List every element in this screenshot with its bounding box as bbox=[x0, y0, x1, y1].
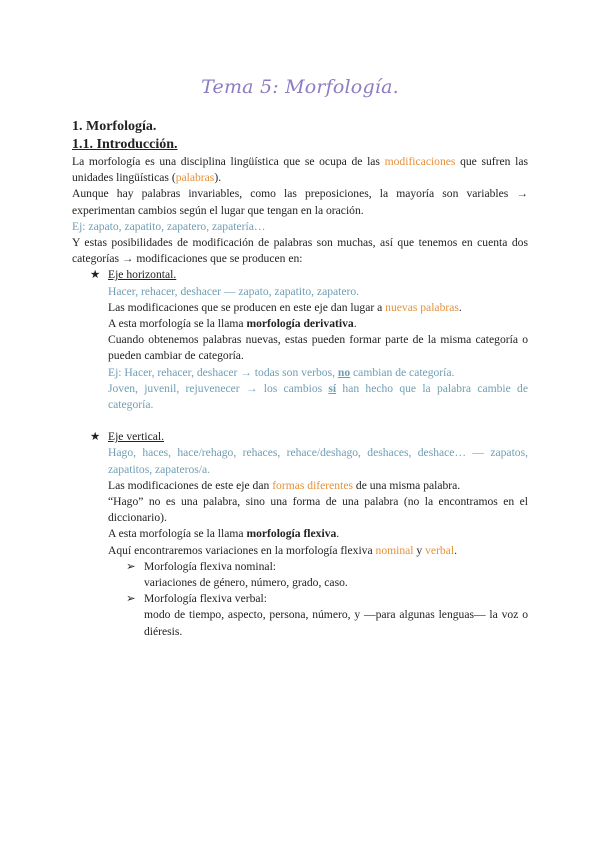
vertical-line-2 bbox=[72, 478, 528, 494]
horizontal-example-1: Hacer, rehacer, deshacer — zapato, zapatito, zapatero. bbox=[108, 284, 360, 298]
intro-paragraph-3: Y estas posibilidades de modificación de palabras son muchas, así que tenemos en cuenta dos categorías → modificaciones que se producen en: bbox=[72, 236, 528, 266]
text: Joven, juvenil, rejuvenecer → los cambios bbox=[108, 381, 329, 395]
nominal-body: variaciones de género, número, grado, caso. bbox=[144, 576, 348, 590]
text: Las modificaciones que se producen en este eje dan lugar a bbox=[108, 300, 386, 314]
text: ). bbox=[214, 171, 222, 185]
intro-paragraph-1 bbox=[72, 154, 528, 186]
vertical-line-4 bbox=[72, 526, 528, 542]
bold-term: morfología derivativa bbox=[246, 317, 354, 331]
intro-paragraph-2: Aunque hay palabras invariables, como las preposiciones, la mayoría son variables → experimentan cambios según el lugar que tengan en la oración. bbox=[72, 187, 528, 217]
highlight: palabras bbox=[175, 171, 215, 185]
highlight: formas diferentes bbox=[272, 478, 353, 492]
verbal-body: modo de tiempo, aspecto, persona, número, y —para algunas lenguas— la voz o diéresis. bbox=[144, 608, 528, 638]
vertical-example-1: Hago, haces, hace/rehago, rehaces, rehace/deshago, deshaces, deshace… — zapatos, zapatitos, zapateros/a. bbox=[108, 446, 528, 476]
vertical-axis-item bbox=[72, 429, 528, 445]
horizontal-example-2 bbox=[72, 365, 528, 381]
highlight: nominal bbox=[375, 543, 414, 557]
text: cambian de categoría. bbox=[350, 365, 455, 379]
text: Ej: Hacer, rehacer, deshacer → todas son verbos, bbox=[108, 365, 338, 379]
arrow-bullet-icon: ➢ bbox=[126, 559, 136, 573]
nominal-subitem bbox=[72, 559, 528, 575]
text: han hecho que la palabra cambie de categoría. bbox=[108, 381, 528, 412]
subsection-heading: 1.1. Introducción. bbox=[72, 137, 178, 152]
page-title: Tema 5: Morfología. bbox=[201, 76, 399, 98]
document-body bbox=[72, 118, 528, 640]
text: Aquí encontraremos variaciones en la morfología flexiva bbox=[108, 543, 376, 557]
text: que sufren las unidades lingüísticas ( bbox=[72, 155, 528, 185]
text: . bbox=[353, 317, 357, 331]
vertical-line-5 bbox=[72, 543, 528, 559]
vertical-line-3: “Hago” no es una palabra, sino una forma de una palabra (no la encontramos en el diccionario). bbox=[108, 495, 528, 525]
spacer bbox=[72, 413, 528, 429]
horizontal-line-3 bbox=[72, 316, 528, 332]
nominal-title: Morfología flexiva nominal: bbox=[144, 559, 277, 573]
text: de una misma palabra. bbox=[353, 478, 461, 492]
horizontal-line-4: Cuando obtenemos palabras nuevas, estas pueden formar parte de la misma categoría o pueden cambiar de categoría. bbox=[108, 333, 528, 363]
star-bullet-icon: ★ bbox=[90, 430, 101, 444]
text: y bbox=[413, 543, 426, 557]
horizontal-line-2 bbox=[72, 300, 528, 316]
text: A esta morfología se la llama bbox=[108, 527, 247, 541]
text: La morfología es una disciplina lingüística que se ocupa de las bbox=[72, 155, 385, 168]
horizontal-axis-heading: Eje horizontal. bbox=[108, 268, 177, 282]
intro-example: Ej: zapato, zapatito, zapatero, zapatería… bbox=[72, 219, 266, 233]
arrow-bullet-icon: ➢ bbox=[126, 592, 136, 606]
section-heading: 1. Morfología. bbox=[72, 119, 157, 134]
star-bullet-icon: ★ bbox=[90, 268, 101, 282]
highlight: modificaciones bbox=[384, 155, 456, 168]
text: . bbox=[458, 300, 462, 314]
vertical-axis-heading: Eje vertical. bbox=[108, 430, 165, 444]
text: Las modificaciones de este eje dan bbox=[108, 478, 273, 492]
horizontal-example-3 bbox=[72, 381, 528, 413]
bold-term: morfología flexiva bbox=[246, 527, 337, 541]
highlight: verbal bbox=[425, 543, 455, 557]
emphasis: sí bbox=[328, 381, 337, 395]
text: A esta morfología se la llama bbox=[108, 317, 247, 331]
verbal-subitem bbox=[72, 591, 528, 607]
emphasis: no bbox=[337, 365, 351, 379]
horizontal-axis-item bbox=[72, 267, 528, 283]
text: . bbox=[454, 543, 457, 557]
text: . bbox=[336, 527, 340, 541]
highlight: nuevas palabras bbox=[385, 300, 459, 314]
verbal-title: Morfología flexiva verbal: bbox=[144, 592, 267, 606]
